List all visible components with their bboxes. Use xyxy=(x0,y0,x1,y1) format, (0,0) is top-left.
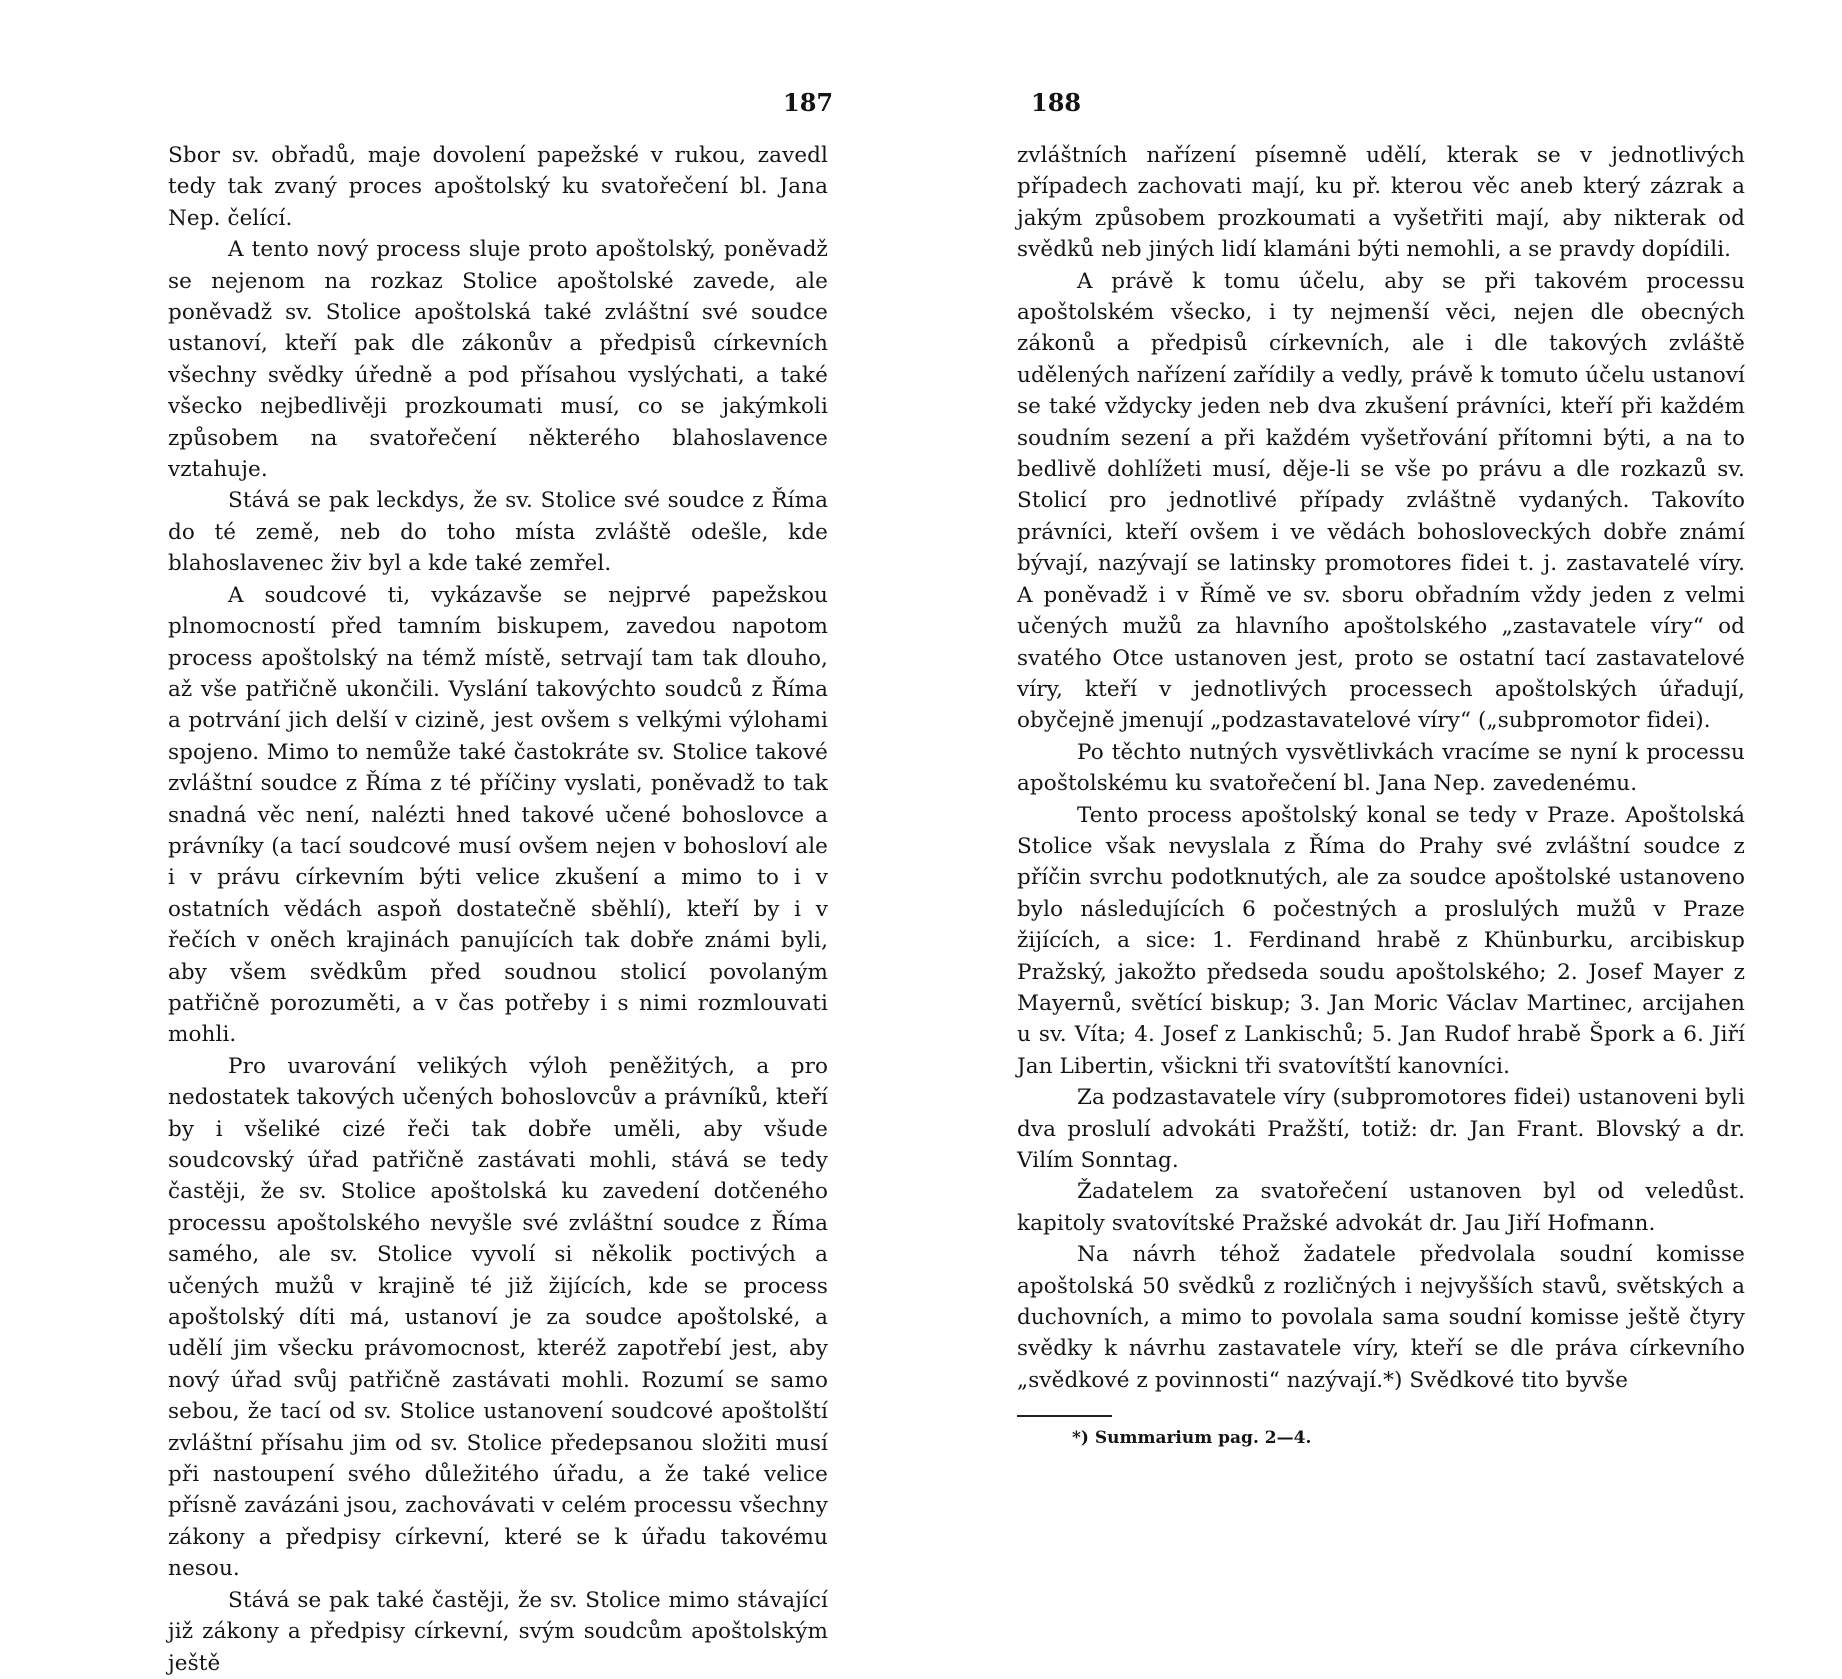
footnote-rule xyxy=(1017,1415,1112,1417)
page-number-right: 188 xyxy=(1031,88,1082,117)
paragraph: Na návrh téhož žadatele předvolala soudní komisse apoštolská 50 svědků z rozličných i nejvyšších stavů, světských a duchovních, a mimo to povolala sama soudní komisse ještě čtyry svědky k návrhu zastavatele víry, kteří se dle práva církevního „svědkové z povinnosti“ nazývají.*) Svědkové tito byvše xyxy=(1017,1242,1745,1393)
paragraph: zvláštních nařízení písemně udělí, kterak se v jednotlivých případech zachovati mají, ku př. kterou věc aneb který zázrak a jakým způsobem prozkoumati a vyšetřiti mají, aby nikterak od svědků neb jiných lidí klamáni býti nemohli, a se pravdy dopídili. xyxy=(1017,143,1745,263)
paragraph: Pro uvarování velikých výloh peněžitých, a pro nedostatek takových učených bohoslovcův a právníků, kteří by i všeliké cizé řeči tak dobře uměli, aby všude soudcovský úřad patřičně zastávati mohli, stává se tedy častěji, že sv. Stolice apoštolská ku zavedení dotčeného processu apoštolského nevyšle své zvláštní soudce z Říma samého, ale sv. Stolice vyvolí si několik poctivých a učených mužů v krajině té již žijících, kde se process apoštolský díti má, ustanoví je za soudce apoštolské, a udělí jim všecku právomocnost, kteréž zapotřebí jest, aby nový úřad svůj patřičně zastávati mohli. Rozumí se samo sebou, že tací od sv. Stolice ustanovení soudcové apoštolští zvláštní přísahu jim od sv. Stolice předepsanou složiti musí při nastoupení svého důležitého úřadu, a že také velice přísně zavázáni jsou, zachovávati v celém processu všechny zákony a předpisy církevní, které se k úřadu takovému nesou. xyxy=(168,1053,828,1582)
paragraph: Tento process apoštolský konal se tedy v Praze. Apoštolská Stolice však nevyslala z Říma do Prahy své zvláštní soudce z příčin svrchu podotknutých, ale za soudce apoštolské ustanoveno bylo následujících 6 počestných a proslulých mužů v Praze žijících, a sice: 1. Ferdinand hrabě z Khünburku, arcibiskup Pražský, jakožto předseda soudu apoštolského; 2. Josef Mayer z Mayernů, světící biskup; 3. Jan Moric Václav Martinec, arcijahen u sv. Víta; 4. Josef z Lankischů; 5. Jan Rudof hrabě Špork a 6. Jiří Jan Libertin, všickni tři svatovítští kanovníci. xyxy=(1017,802,1745,1079)
paragraph: Stává se pak také častěji, že sv. Stolice mimo stávající již zákony a předpisy církevní, svým soudcům apoštolským ještě xyxy=(168,1587,828,1676)
paragraph: A právě k tomu účelu, aby se při takovém processu apoštolském všecko, i ty nejmenší věci, nejen dle obecných zákonů a předpisů církevních, ale i dle takových zvláště udělených nařízení zařídily a vedly, právě k tomuto účelu ustanoví se také vždycky jeden neb dva zkušení právníci, kteří při každém soudním sezení a při každém vyšetřování přítomni býti, a na to bedlivě dohlížeti musí, děje-li se vše po právu a dle rozkazů sv. Stolicí pro jednotlivé případy zvláštně vydaných. Takovíto právníci, kteří ovšem i ve vědách bohosloveckých dobře známí bývají, nazývají se latinsky promotores fidei t. j. zastavatelé víry. A poněvadž i v Římě ve sv. sboru obřadním vždy jeden z velmi učených mužů za hlavního apoštolského „zastavatele víry“ od svatého Otce ustanoven jest, proto se ostatní tací zastavatelové víry, kteří v jednotlivých processech apoštolských úřadují, obyčejně jmenují „podzastavatelové víry“ („subpromotor fidei). xyxy=(1017,268,1745,734)
paragraph: Stává se pak leckdys, že sv. Stolice své soudce z Říma do té země, neb do toho místa zvláště odešle, kde blahoslavenec živ byl a kde také zemřel. xyxy=(168,488,828,577)
paragraph: Za podzastavatele víry (subpromotores fidei) ustanoveni byli dva proslulí advokáti Pražští, totiž: dr. Jan Frant. Blovský a dr. Vilím Sonntag. xyxy=(1017,1085,1745,1173)
right-page-text xyxy=(1017,140,1745,1396)
footnote: *) Summarium pag. 2—4. xyxy=(1072,1428,1312,1448)
paragraph: A soudcové ti, vykázavše se nejprvé papežskou plnomocností před tamním biskupem, zavedou napotom process apoštolský na témž místě, setrvají tam tak dlouho, až vše patřičně ukončili. Vyslání takovýchto soudců z Říma a potrvání jich delší v cizině, jest ovšem s velkými výlohami spojeno. Mimo to nemůže také častokráte sv. Stolice takové zvláštní soudce z Říma z té příčiny vyslati, poněvadž to tak snadná věc není, nalézti hned takové učené bohoslovce a právníky (a tací soudcové musí ovšem nejen v bohosloví ale i v právu církevním býti velice zkušení a mimo to i v ostatních vědách aspoň dostatečně sběhlí), kteří by i v řečích v oněch krajinách panujících tak dobře známi byli, aby všem svědkům před soudnou stolicí povolaným patřičně porozuměti, a v čas potřeby i s nimi rozmlouvati mohli. xyxy=(168,582,828,1048)
paragraph: Po těchto nutných vysvětlivkách vracíme se nyní k processu apoštolskému ku svatořečení bl. Jana Nep. zavedenému. xyxy=(1017,739,1745,797)
left-page-text xyxy=(168,140,828,1679)
paragraph: Žadatelem za svatořečení ustanoven byl od veledůst. kapitoly svatovítské Pražské advokát dr. Jau Jiří Hofmann. xyxy=(1017,1179,1745,1236)
paragraph: A tento nový process sluje proto apoštolský, poněvadž se nejenom na rozkaz Stolice apoštolské zavede, ale poněvadž sv. Stolice apoštolská také zvláštní své soudce ustanoví, kteří pak dle zákonův a předpisů církevních všechny svědky úředně a pod přísahou vyslýchati, a také všecko nejbedlivěji prozkoumati musí, co se jakýmkoli způsobem na svatořečení některého blahoslavence vztahuje. xyxy=(168,237,828,483)
page-number-left: 187 xyxy=(783,88,834,117)
paragraph: Sbor sv. obřadů, maje dovolení papežské v rukou, zavedl tedy tak zvaný proces apoštolský ku svatořečení bl. Jana Nep. čelící. xyxy=(168,143,828,231)
